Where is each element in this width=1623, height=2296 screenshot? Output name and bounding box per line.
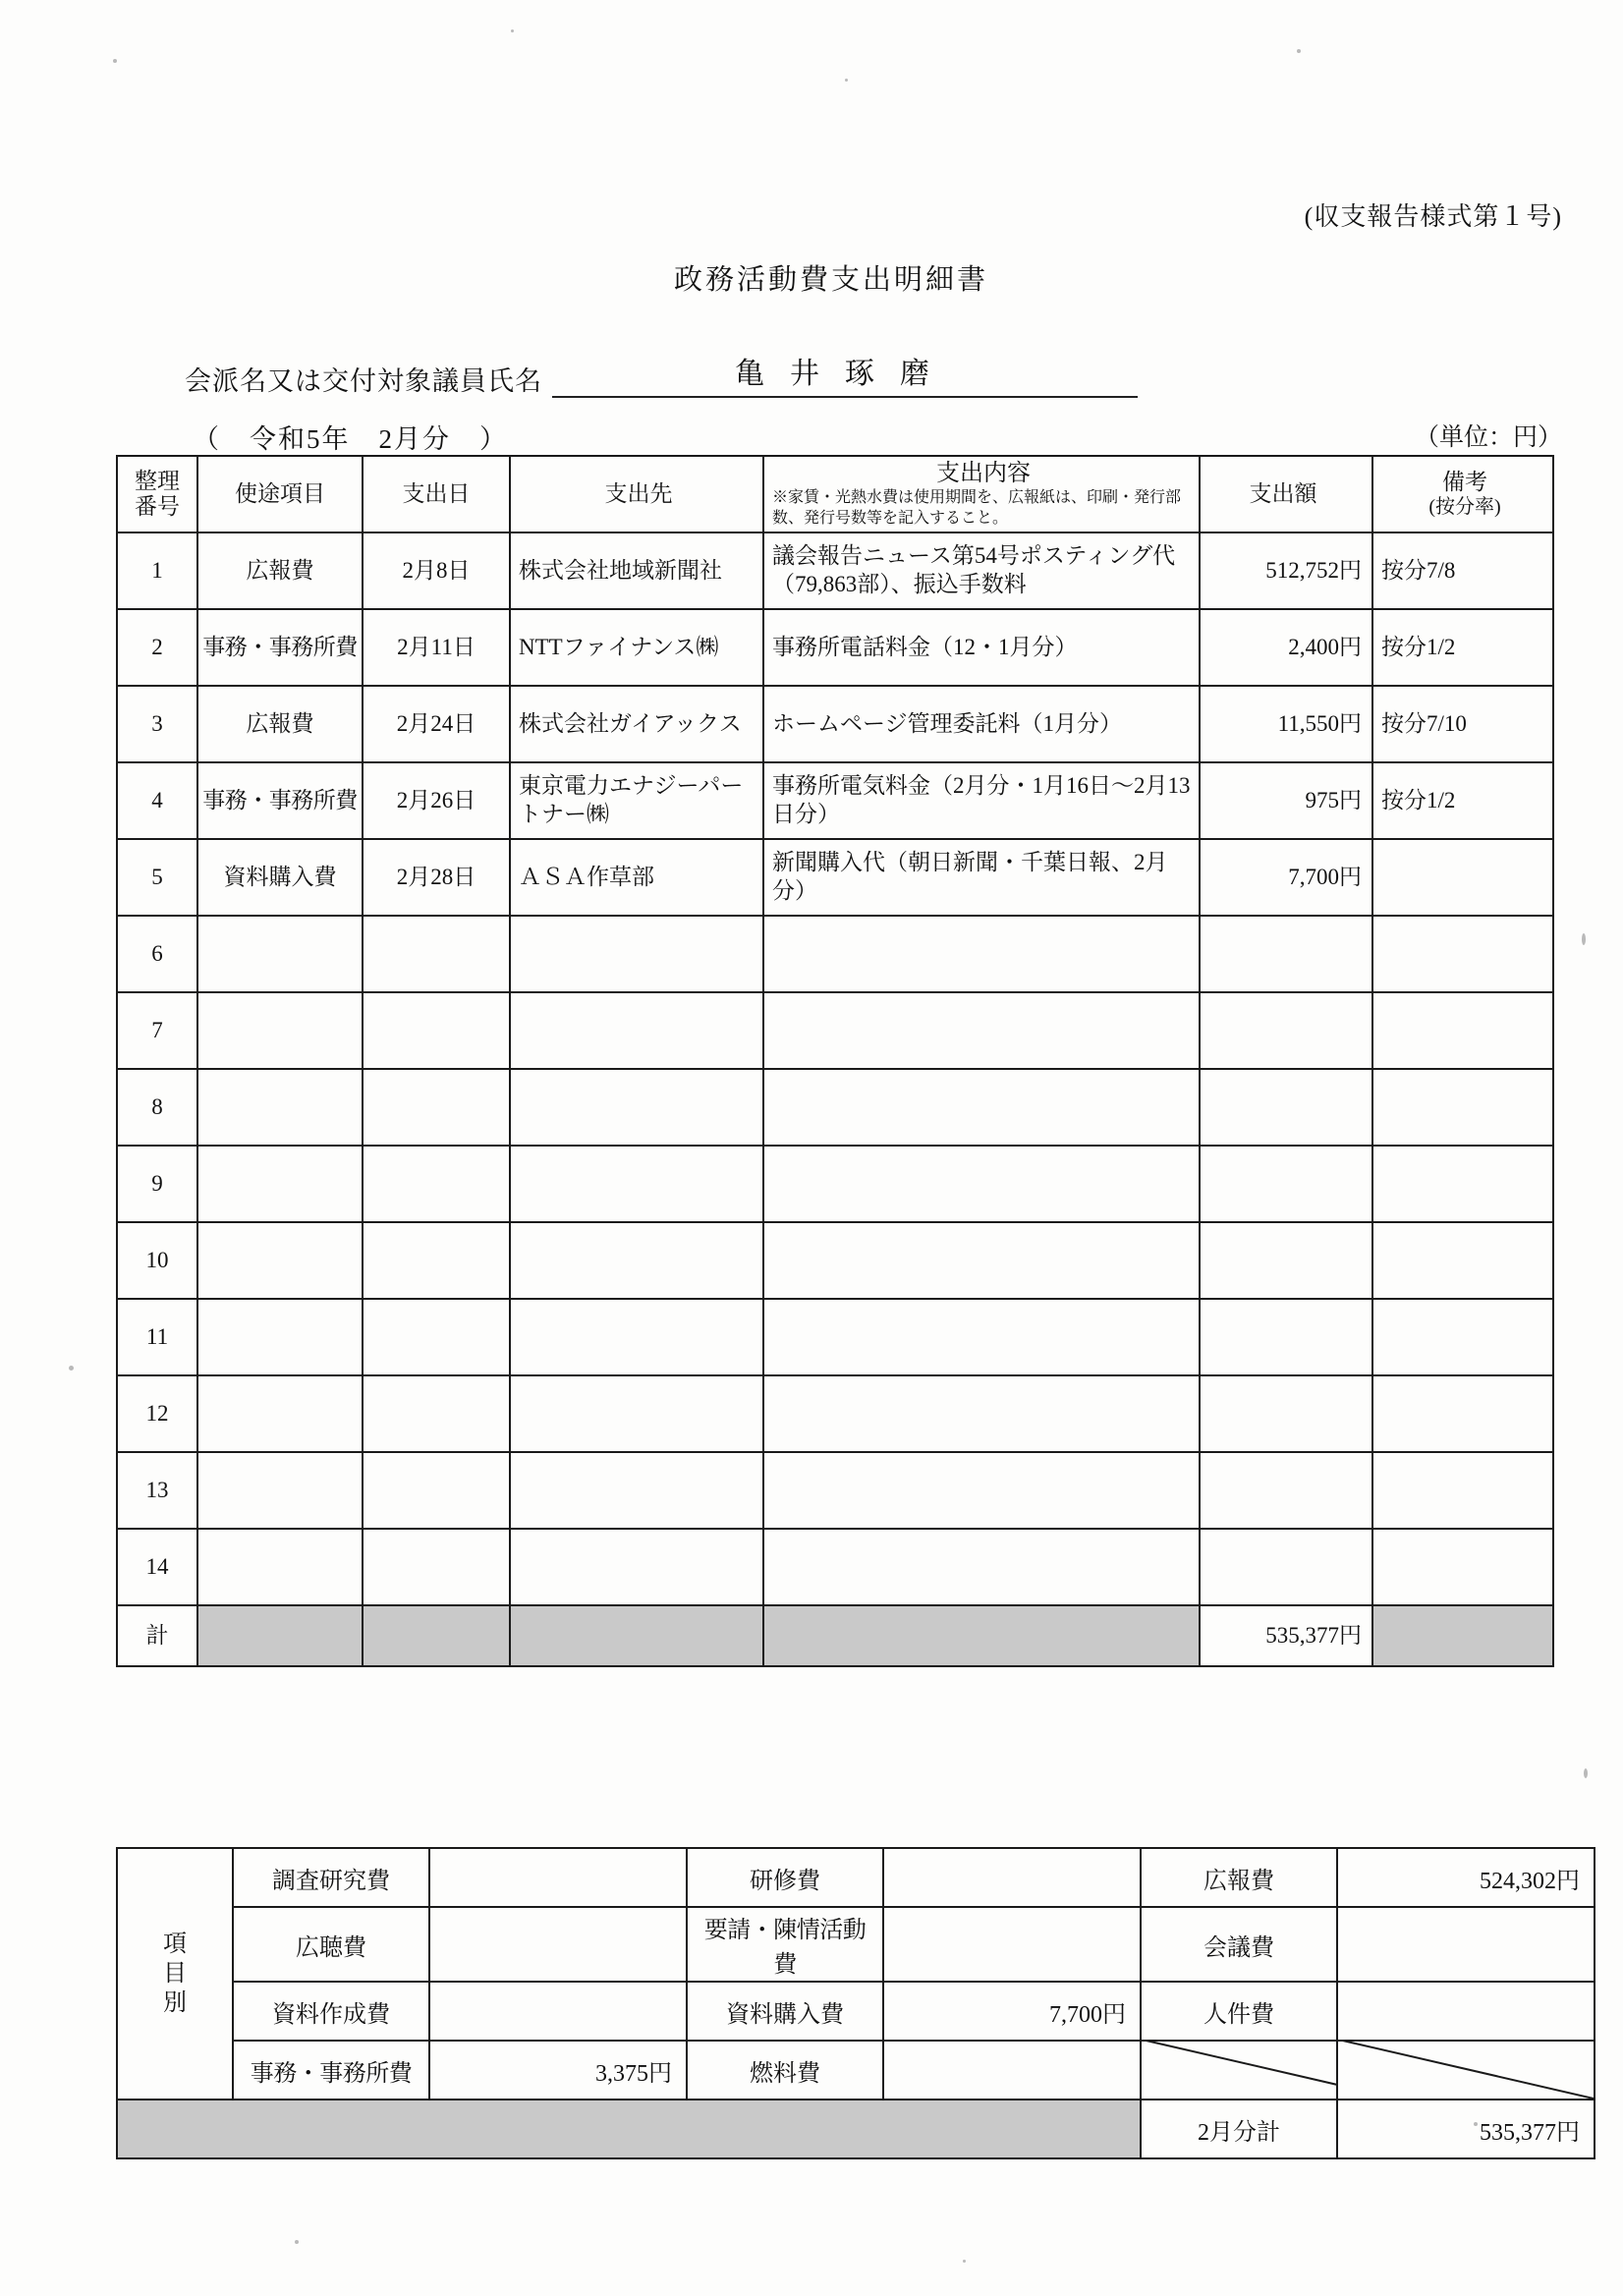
unit-label: （単位：円） <box>1414 424 1562 451</box>
table-row <box>117 992 1553 1069</box>
cell-desc <box>763 1222 1200 1299</box>
scan-speck <box>845 79 848 82</box>
cell-no: 6 <box>117 916 197 992</box>
cell-desc: 事務所電気料金（2月分・1月16日〜2月13日分） <box>763 762 1200 839</box>
summary-side-label <box>117 1848 233 2100</box>
cell-desc: ホームページ管理委託料（1月分） <box>763 686 1200 762</box>
cell-desc <box>763 1529 1200 1605</box>
col-header-no-line1: 整理 <box>135 468 180 493</box>
cell-item <box>197 1529 363 1605</box>
cell-amount <box>1200 1452 1372 1529</box>
cell-payee <box>510 992 763 1069</box>
cell-date <box>363 1529 510 1605</box>
col-header-desc-note: ※家賃・光熱水費は使用期間を、広報紙は、印刷・発行部数、発行号数等を記入すること。 <box>772 489 1182 527</box>
cell-payee <box>510 1452 763 1529</box>
label-office: 事務・事務所費 <box>233 2041 429 2100</box>
cell-desc <box>763 1069 1200 1146</box>
table-header-row <box>117 456 1553 532</box>
table-row <box>117 1146 1553 1222</box>
cell-payee: 株式会社地域新聞社 <box>510 532 763 609</box>
summary-row <box>117 2041 1595 2100</box>
table-row <box>117 1222 1553 1299</box>
table-row <box>117 532 1553 609</box>
table-row <box>117 1529 1553 1605</box>
cell-amount <box>1200 1299 1372 1375</box>
cell-note <box>1372 1529 1553 1605</box>
table-total-row <box>117 1605 1553 1666</box>
cell-no: 4 <box>117 762 197 839</box>
col-header-item: 使途項目 <box>197 456 363 532</box>
table-row <box>117 916 1553 992</box>
cell-desc: 新聞購入代（朝日新聞・千葉日報、2月分） <box>763 839 1200 916</box>
cell-payee <box>510 1299 763 1375</box>
summary-row <box>117 1907 1595 1982</box>
label-hearing: 広聴費 <box>233 1907 429 1982</box>
scan-speck <box>511 29 514 32</box>
cell-desc: 事務所電話料金（12・1月分） <box>763 609 1200 686</box>
cell-date <box>363 1375 510 1452</box>
cell-note <box>1372 992 1553 1069</box>
summary-row <box>117 1982 1595 2041</box>
cell-date <box>363 1069 510 1146</box>
table-row <box>117 839 1553 916</box>
page-title: 政務活動費支出明細書 <box>673 264 988 296</box>
cell-note <box>1372 916 1553 992</box>
table-row <box>117 1452 1553 1529</box>
cell-no: 2 <box>117 609 197 686</box>
cell-date: 2月28日 <box>363 839 510 916</box>
col-header-date: 支出日 <box>363 456 510 532</box>
value-office: 3,375円 <box>429 2041 687 2100</box>
name-label: 会派名又は交付対象議員氏名 <box>185 366 542 396</box>
cell-no: 7 <box>117 992 197 1069</box>
cell-item <box>197 1069 363 1146</box>
cell-no: 10 <box>117 1222 197 1299</box>
cell-amount: 512,752円 <box>1200 532 1372 609</box>
table-row <box>117 686 1553 762</box>
summary-side-line1: 項 <box>163 1932 187 1957</box>
cell-no: 8 <box>117 1069 197 1146</box>
cell-no: 14 <box>117 1529 197 1605</box>
cell-no: 13 <box>117 1452 197 1529</box>
total-label: 計 <box>117 1605 197 1666</box>
table-row <box>117 762 1553 839</box>
summary-footer-filler <box>117 2100 1141 2158</box>
cell-payee <box>510 916 763 992</box>
value-training <box>883 1848 1141 1907</box>
value-fuel <box>883 2041 1141 2100</box>
cell-item: 広報費 <box>197 532 363 609</box>
cell-amount: 2,400円 <box>1200 609 1372 686</box>
total-note-blank <box>1372 1605 1553 1666</box>
summary-side-line3: 別 <box>163 1990 187 2016</box>
label-docbuy: 資料購入費 <box>687 1982 883 2041</box>
cell-date <box>363 1452 510 1529</box>
label-fuel: 燃料費 <box>687 2041 883 2100</box>
cell-note <box>1372 1375 1553 1452</box>
cell-amount <box>1200 1069 1372 1146</box>
cell-item <box>197 992 363 1069</box>
cell-amount: 7,700円 <box>1200 839 1372 916</box>
col-header-note-line1: 備考 <box>1442 470 1487 495</box>
total-date-blank <box>363 1605 510 1666</box>
cell-payee <box>510 1529 763 1605</box>
label-docmaking: 資料作成費 <box>233 1982 429 2041</box>
cell-payee: 株式会社ガイアックス <box>510 686 763 762</box>
value-petition <box>883 1907 1141 1982</box>
expense-table-body <box>117 532 1553 1666</box>
cell-no: 11 <box>117 1299 197 1375</box>
label-personnel: 人件費 <box>1141 1982 1337 2041</box>
cell-desc <box>763 1299 1200 1375</box>
summary-footer-row <box>117 2100 1595 2158</box>
cell-note: 按分1/2 <box>1372 762 1553 839</box>
scan-speck <box>1582 933 1586 945</box>
cell-date <box>363 992 510 1069</box>
table-row <box>117 1069 1553 1146</box>
footer-total-value: 535,377円 <box>1337 2100 1595 2158</box>
cell-amount <box>1200 1529 1372 1605</box>
cell-no: 1 <box>117 532 197 609</box>
cell-item: 広報費 <box>197 686 363 762</box>
cell-item <box>197 1299 363 1375</box>
scan-speck <box>69 1366 74 1371</box>
value-meeting <box>1337 1907 1595 1982</box>
cell-desc: 議会報告ニュース第54号ポスティング代（79,863部）、振込手数料 <box>763 532 1200 609</box>
footer-total-label: 2月分計 <box>1141 2100 1337 2158</box>
cell-item: 事務・事務所費 <box>197 609 363 686</box>
total-item-blank <box>197 1605 363 1666</box>
cell-note <box>1372 839 1553 916</box>
cell-desc <box>763 916 1200 992</box>
label-research: 調査研究費 <box>233 1848 429 1907</box>
name-row <box>185 349 1138 398</box>
col-header-payee: 支出先 <box>510 456 763 532</box>
category-summary-table <box>116 1847 1595 2159</box>
cell-date: 2月8日 <box>363 532 510 609</box>
cell-amount <box>1200 1146 1372 1222</box>
cell-no: 12 <box>117 1375 197 1452</box>
cell-date <box>363 1222 510 1299</box>
total-desc-blank <box>763 1605 1200 1666</box>
table-row <box>117 1375 1553 1452</box>
cell-date <box>363 1299 510 1375</box>
cell-payee: NTTファイナンス㈱ <box>510 609 763 686</box>
cell-desc <box>763 1452 1200 1529</box>
col-header-no-line2: 番号 <box>135 494 180 519</box>
value-research <box>429 1848 687 1907</box>
cell-date <box>363 916 510 992</box>
name-value: 亀井琢磨 <box>552 349 1138 398</box>
value-hearing <box>429 1907 687 1982</box>
cell-date <box>363 1146 510 1222</box>
cell-amount: 11,550円 <box>1200 686 1372 762</box>
label-pr: 広報費 <box>1141 1848 1337 1907</box>
cell-amount <box>1200 992 1372 1069</box>
label-meeting: 会議費 <box>1141 1907 1337 1982</box>
scan-speck <box>963 2260 966 2263</box>
cell-payee <box>510 1069 763 1146</box>
cell-item <box>197 916 363 992</box>
total-amount: 535,377円 <box>1200 1605 1372 1666</box>
cell-note <box>1372 1146 1553 1222</box>
cell-note: 按分1/2 <box>1372 609 1553 686</box>
cell-note <box>1372 1299 1553 1375</box>
expense-table <box>116 455 1554 1667</box>
total-payee-blank <box>510 1605 763 1666</box>
cell-no: 9 <box>117 1146 197 1222</box>
cell-amount <box>1200 1222 1372 1299</box>
value-personnel <box>1337 1982 1595 2041</box>
cell-desc <box>763 1146 1200 1222</box>
blank-diagonal-cell-1 <box>1141 2041 1337 2100</box>
cell-item <box>197 1452 363 1529</box>
col-header-desc <box>763 456 1200 532</box>
col-header-amount: 支出額 <box>1200 456 1372 532</box>
cell-payee <box>510 1222 763 1299</box>
cell-note: 按分7/10 <box>1372 686 1553 762</box>
cell-date: 2月11日 <box>363 609 510 686</box>
cell-desc <box>763 992 1200 1069</box>
cell-item: 事務・事務所費 <box>197 762 363 839</box>
cell-amount: 975円 <box>1200 762 1372 839</box>
scan-speck <box>113 59 117 63</box>
cell-note: 按分7/8 <box>1372 532 1553 609</box>
label-petition: 要請・陳情活動費 <box>687 1907 883 1982</box>
col-header-desc-main: 支出内容 <box>936 461 1031 487</box>
col-header-no <box>117 456 197 532</box>
cell-payee <box>510 1375 763 1452</box>
scan-speck <box>295 2240 299 2244</box>
form-number: (収支報告様式第１号) <box>1304 202 1562 231</box>
cell-amount <box>1200 1375 1372 1452</box>
cell-note <box>1372 1222 1553 1299</box>
summary-side-line2: 目 <box>163 1961 187 1987</box>
value-pr: 524,302円 <box>1337 1848 1595 1907</box>
scan-speck <box>1584 1768 1588 1778</box>
cell-note <box>1372 1452 1553 1529</box>
cell-item <box>197 1375 363 1452</box>
cell-note <box>1372 1069 1553 1146</box>
cell-no: 3 <box>117 686 197 762</box>
label-training: 研修費 <box>687 1848 883 1907</box>
cell-payee: ＡＳＡ作草部 <box>510 839 763 916</box>
blank-diagonal-cell-2 <box>1337 2041 1595 2100</box>
cell-amount <box>1200 916 1372 992</box>
cell-item <box>197 1146 363 1222</box>
col-header-note-line2: (按分率) <box>1428 495 1501 518</box>
cell-no: 5 <box>117 839 197 916</box>
cell-payee: 東京電力エナジーパートナー㈱ <box>510 762 763 839</box>
cell-date: 2月26日 <box>363 762 510 839</box>
summary-row <box>117 1848 1595 1907</box>
value-docmaking <box>429 1982 687 2041</box>
table-row <box>117 1299 1553 1375</box>
col-header-note <box>1372 456 1553 532</box>
cell-item <box>197 1222 363 1299</box>
table-row <box>117 609 1553 686</box>
period-label: （ 令和5年 2月分 ） <box>193 424 508 454</box>
cell-payee <box>510 1146 763 1222</box>
cell-date: 2月24日 <box>363 686 510 762</box>
cell-item: 資料購入費 <box>197 839 363 916</box>
value-docbuy: 7,700円 <box>883 1982 1141 2041</box>
scan-speck <box>1297 49 1301 53</box>
cell-desc <box>763 1375 1200 1452</box>
